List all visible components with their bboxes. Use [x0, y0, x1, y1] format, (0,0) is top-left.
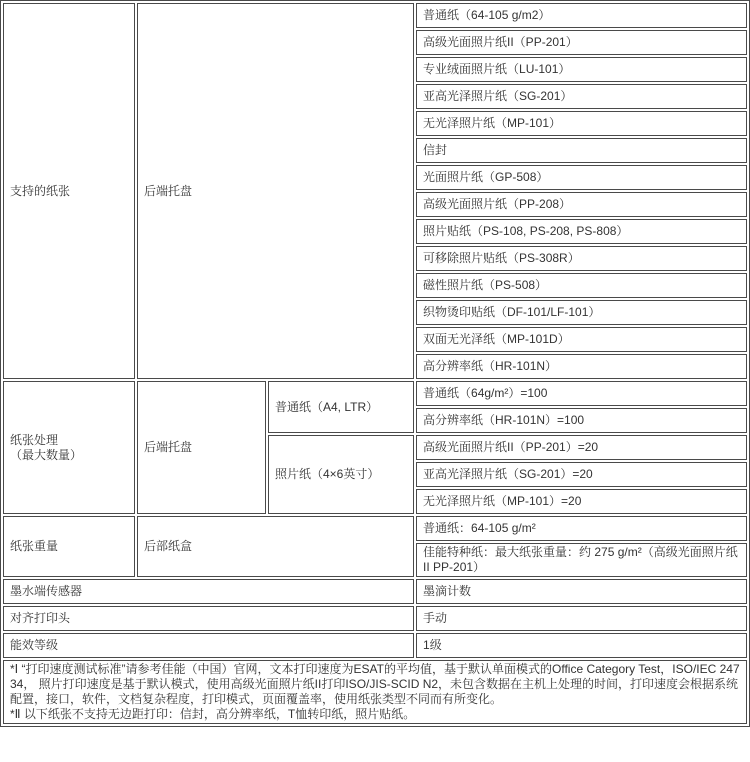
row-label-paper-weight: 纸张重量	[3, 516, 135, 577]
paper-capacity-item: 高分辨率纸（HR-101N）=100	[416, 408, 747, 433]
cell-paper-size-group-photo: 照片纸（4×6英寸）	[268, 435, 414, 514]
footnote-2: *Ⅱ 以下纸张不支持无边距打印：信封，高分辨率纸，T恤转印纸，照片贴纸。	[10, 707, 416, 721]
paper-type-item: 可移除照片贴纸（PS-308R）	[416, 246, 747, 271]
cell-paper-size-group-plain: 普通纸（A4, LTR）	[268, 381, 414, 433]
cell-rear-cassette: 后部纸盒	[137, 516, 414, 577]
paper-type-item: 双面无光泽纸（MP-101D）	[416, 327, 747, 352]
paper-type-item: 亚高光泽照片纸（SG-201）	[416, 84, 747, 109]
paper-type-item: 光面照片纸（GP-508）	[416, 165, 747, 190]
paper-capacity-item: 高级光面照片纸II（PP-201）=20	[416, 435, 747, 460]
paper-type-item: 高级光面照片纸（PP-208）	[416, 192, 747, 217]
section-supported-paper	[3, 3, 747, 28]
paper-weight-item: 普通纸：64-105 g/m²	[416, 516, 747, 541]
paper-type-item: 专业绒面照片纸（LU-101）	[416, 57, 747, 82]
spec-row-label: 墨水端传感器	[3, 579, 414, 604]
spec-row-value: 墨滴计数	[416, 579, 747, 604]
spec-row-label: 能效等级	[3, 633, 414, 658]
paper-type-item: 信封	[416, 138, 747, 163]
cell-rear-tray-handling: 后端托盘	[137, 381, 266, 514]
paper-type-item: 照片贴纸（PS-108, PS-208, PS-808）	[416, 219, 747, 244]
paper-type-item: 磁性照片纸（PS-508）	[416, 273, 747, 298]
paper-type-item: 高分辨率纸（HR-101N）	[416, 354, 747, 379]
cell-rear-tray-supported: 后端托盘	[137, 3, 414, 379]
section-paper-weight	[3, 516, 747, 541]
spec-row-value: 1级	[416, 633, 747, 658]
spec-row-label: 对齐打印头	[3, 606, 414, 631]
section-paper-handling	[3, 381, 747, 406]
row-energy-rating	[3, 633, 747, 658]
paper-capacity-item: 亚高光泽照片纸（SG-201）=20	[416, 462, 747, 487]
footnotes-cell	[3, 660, 747, 724]
paper-capacity-item: 无光泽照片纸（MP-101）=20	[416, 489, 747, 514]
paper-weight-item: 佳能特种纸：最大纸张重量：约 275 g/m²（高级光面照片纸 II PP-201）	[416, 543, 747, 577]
paper-handling-label-line1: 纸张处理	[10, 432, 59, 447]
paper-type-item: 无光泽照片纸（MP-101）	[416, 111, 747, 136]
spec-row-value: 手动	[416, 606, 747, 631]
row-ink-sensor	[3, 579, 747, 604]
paper-handling-label-line2: （最大数量）	[10, 447, 83, 462]
section-footnotes	[3, 660, 747, 724]
row-label-paper-handling	[3, 381, 135, 514]
footnote-1: *Ⅰ “打印速度测试标准”请参考佳能（中国）官网，文本打印速度为ESAT的平均值，基于默认单面模式的Office Category Test，ISO/IEC 24734， 照片打印速度是基于默认模式，使用高级光面照片纸II打印ISO/JIS-SCID N2，未包含数据在主机上处理的时间，打印速度会根据系统配置，接口，软件，文档复杂程度，打印模式，页面覆盖率，使用纸张类型不同而有所变化。	[10, 662, 740, 706]
paper-capacity-item: 普通纸（64g/m²）=100	[416, 381, 747, 406]
paper-type-item: 织物烫印贴纸（DF-101/LF-101）	[416, 300, 747, 325]
row-printhead-alignment	[3, 606, 747, 631]
paper-type-item: 高级光面照片纸II（PP-201）	[416, 30, 747, 55]
row-label-supported-paper: 支持的纸张	[3, 3, 135, 379]
paper-type-item: 普通纸（64-105 g/m2）	[416, 3, 747, 28]
